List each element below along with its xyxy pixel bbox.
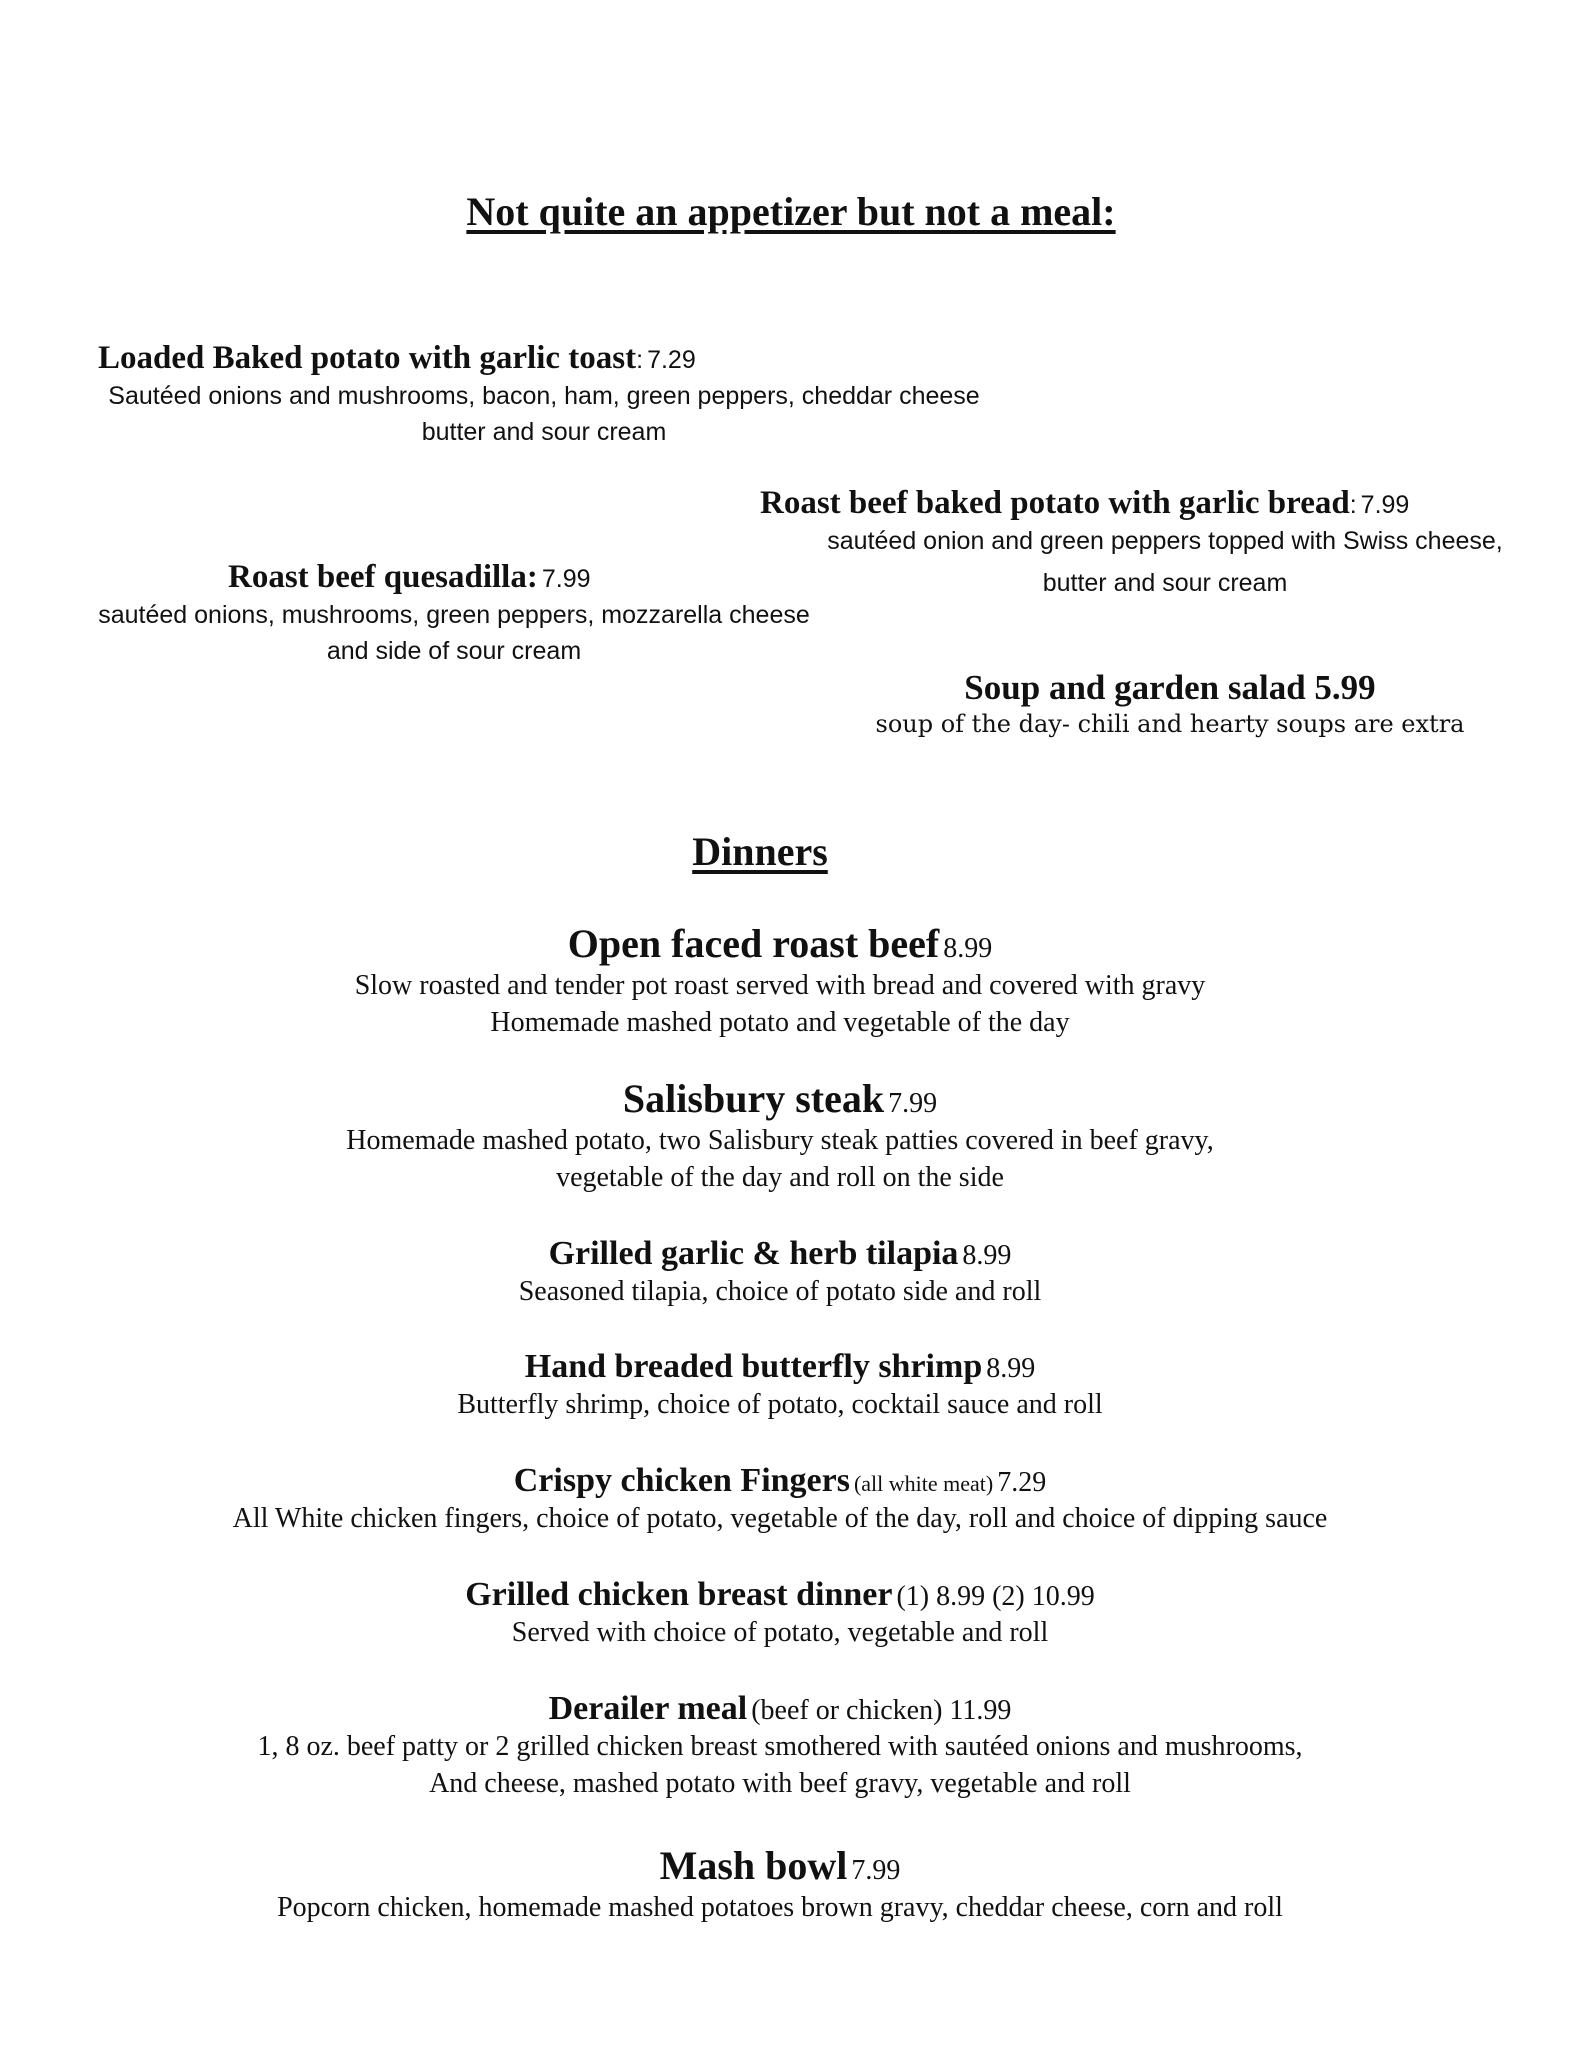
item-price: 7.99 bbox=[541, 565, 591, 593]
dinner-name: Open faced roast beef bbox=[567, 921, 940, 966]
dinner-name: Mash bowl bbox=[659, 1843, 848, 1888]
item-description-quesadilla bbox=[90, 597, 818, 669]
section-heading-text: Dinners bbox=[692, 829, 828, 874]
description-line: butter and sour cream bbox=[421, 418, 667, 446]
section-heading-text: Not quite an appetizer but not a meal: bbox=[466, 189, 1116, 234]
menu-item-roast-beef-potato bbox=[760, 485, 1409, 522]
item-separator: : bbox=[636, 346, 644, 374]
dinner-item bbox=[0, 1075, 1560, 1196]
dinner-name: Grilled chicken breast dinner bbox=[465, 1576, 893, 1613]
dinner-description: Butterfly shrimp, choice of potato, cocktail sauce and roll bbox=[457, 1389, 1103, 1420]
dinner-price: 7.99 bbox=[851, 1855, 901, 1886]
dinner-item bbox=[0, 1576, 1560, 1651]
dinner-name: Grilled garlic & herb tilapia bbox=[548, 1235, 959, 1272]
item-name: Soup and garden salad 5.99 bbox=[964, 668, 1376, 707]
item-name: Roast beef quesadilla: bbox=[228, 559, 538, 595]
item-name: Loaded Baked potato with garlic toast bbox=[98, 340, 637, 376]
description-line: butter and sour cream bbox=[1042, 569, 1288, 597]
menu-item-quesadilla bbox=[228, 559, 591, 596]
description-line: Sautéed onions and mushrooms, bacon, ham, green peppers, cheddar cheese bbox=[108, 382, 980, 410]
item-price: 7.29 bbox=[647, 346, 696, 374]
dinner-item bbox=[0, 920, 1560, 1041]
dinner-description: vegetable of the day and roll on the side bbox=[556, 1162, 1004, 1193]
dinner-name: Salisbury steak bbox=[622, 1076, 885, 1121]
dinner-item bbox=[0, 1462, 1560, 1537]
menu-item-loaded-potato bbox=[98, 340, 696, 377]
item-name: Roast beef baked potato with garlic bread bbox=[760, 485, 1350, 521]
dinner-description: Homemade mashed potato and vegetable of the day bbox=[490, 1007, 1070, 1038]
dinner-price: (beef or chicken) 11.99 bbox=[751, 1695, 1012, 1726]
dinner-price: 8.99 bbox=[943, 933, 993, 964]
dinner-description: Served with choice of potato, vegetable and roll bbox=[511, 1617, 1049, 1648]
dinner-name: Crispy chicken Fingers bbox=[513, 1462, 850, 1499]
dinner-description: Slow roasted and tender pot roast served with bread and covered with gravy bbox=[354, 970, 1206, 1001]
dinner-description: Popcorn chicken, homemade mashed potatoes brown gravy, cheddar cheese, corn and roll bbox=[277, 1892, 1283, 1923]
dinner-description: And cheese, mashed potato with beef gravy, vegetable and roll bbox=[429, 1768, 1131, 1799]
dinner-price: (1) 8.99 (2) 10.99 bbox=[896, 1581, 1095, 1612]
menu-item-soup-salad bbox=[800, 668, 1540, 708]
dinner-description: All White chicken fingers, choice of potato, vegetable of the day, roll and choice of dipping sauce bbox=[232, 1503, 1328, 1534]
dinner-price: 7.29 bbox=[997, 1467, 1047, 1498]
dinner-description: Seasoned tilapia, choice of potato side and roll bbox=[518, 1276, 1042, 1307]
section-heading-dinners bbox=[0, 828, 1520, 875]
dinner-description: 1, 8 oz. beef patty or 2 grilled chicken breast smothered with sautéed onions and mushrooms, bbox=[257, 1731, 1303, 1762]
item-separator: : bbox=[1349, 491, 1357, 519]
dinner-description: Homemade mashed potato, two Salisbury steak patties covered in beef gravy, bbox=[346, 1125, 1214, 1156]
dinner-note: (all white meat) bbox=[853, 1471, 994, 1496]
dinner-price: 8.99 bbox=[986, 1353, 1036, 1384]
description-line: sautéed onion and green peppers topped with Swiss cheese, bbox=[827, 527, 1503, 555]
dinner-item bbox=[0, 1348, 1560, 1423]
dinner-price: 7.99 bbox=[888, 1088, 938, 1119]
dinner-item bbox=[0, 1842, 1560, 1926]
description-line: sautéed onions, mushrooms, green peppers, mozzarella cheese bbox=[98, 601, 810, 629]
dinner-name: Hand breaded butterfly shrimp bbox=[524, 1348, 983, 1385]
dinner-item bbox=[0, 1690, 1560, 1802]
dinner-name: Derailer meal bbox=[548, 1690, 748, 1727]
item-description-soup-salad bbox=[800, 710, 1540, 738]
dinner-price: 8.99 bbox=[962, 1240, 1012, 1271]
dinner-item bbox=[0, 1235, 1560, 1310]
section-heading-snacks bbox=[0, 188, 1582, 235]
description-line: and side of sour cream bbox=[326, 637, 582, 665]
item-price: 7.99 bbox=[1360, 491, 1410, 519]
item-description-loaded-potato bbox=[98, 378, 990, 450]
description-line: soup of the day- chili and hearty soups are extra bbox=[875, 710, 1465, 738]
item-description-roast-beef-potato bbox=[745, 523, 1582, 601]
